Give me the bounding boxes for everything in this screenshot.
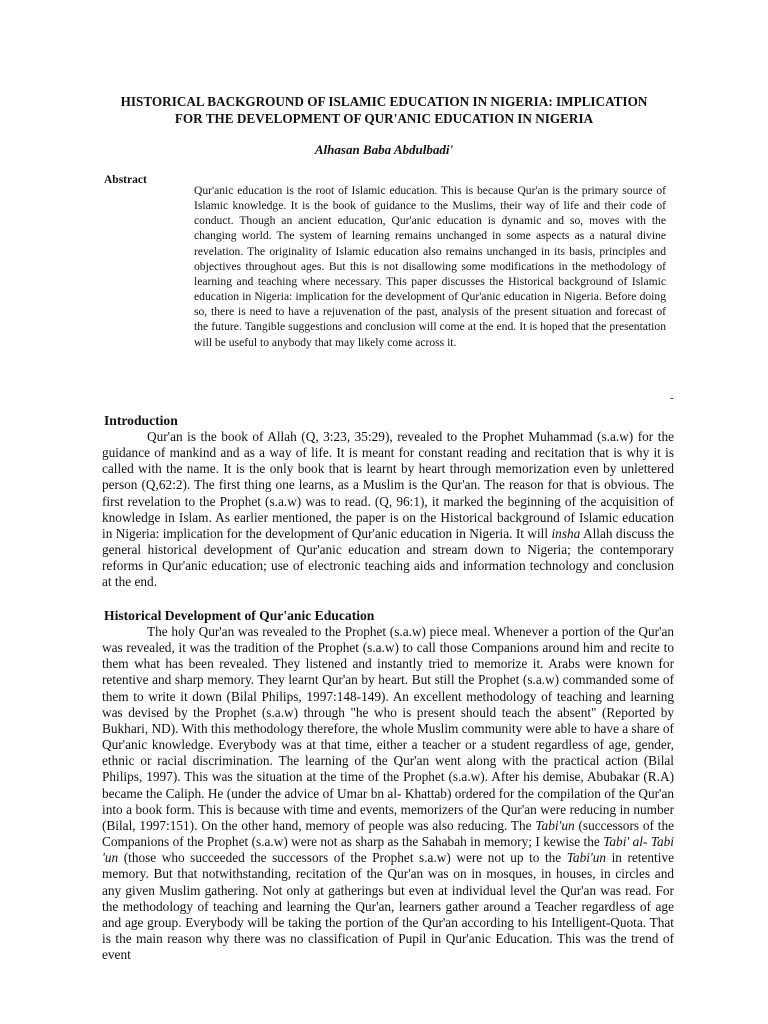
history-text-a: The holy Qur'an was revealed to the Prophet (s.a.w) piece meal. Whenever a portion of the Qur'an was revealed, it was the tradition of the Prophet (s.a.w) to call those Companions around him and recite to them what has been revealed. They listened and instantly tried to memorize it. Arabs were known for retentive and sharp memory. They learnt Qur'an by heart. But still the Prophet (s.a.w) commanded some of them to write it down (Bilal Philips, 1997:148-149). An excellent methodology of teaching and learning was devised by the Prophet (s.a.w) through "he who is present should teach the absent" (Reported by Bukhari, ND). With this methodology therefore, the whole Muslim community were able to have a share of Qur'anic knowledge. Everybody was at that time, either a teacher or a student regardless of age, gender, ethnic or racial discrimination. The learning of the Qur'an went along with the practical action (Bilal Philips, 1997). This was the situation at the time of the Prophet (s.a.w). After his demise, Abubakar (R.A) became the Caliph. He (under the advice of Umar bn al- Khattab) ordered for the compilation of the Qur'an into a book form. This is because with time and events, memorizers of the Qur'an were reducing in number (Bilal, 1997:151). On the other hand, memory of people was also reducing. The: [102, 624, 674, 833]
history-text-d: in retentive memory. But that notwithstanding, recitation of the Qur'an was on in mosques, in houses, in circles and any given Muslim gathering. Not only at gatherings but even at individual level the Qur'an was read. For the methodology of teaching and learning the Qur'an, learners gather around a Teacher regardless of age and age group. Everybody will be taking the portion of the Qur'an according to his Intelligent-Quota. That is the main reason why there was no classification of Pupil in Qur'anic Education. This was the trend of event: [102, 850, 674, 963]
paper-title: [90, 93, 678, 127]
history-section: [102, 624, 674, 963]
history-italic-tabiun-2: Tabi'un: [566, 850, 607, 866]
history-text-c: (those who succeeded the successors of the Prophet s.a.w) were not up to the: [118, 850, 567, 866]
author-name: Alhasan Baba Abdulbadi': [314, 142, 454, 157]
introduction-heading: Introduction: [104, 413, 178, 428]
abstract-text: Qur'anic education is the root of Islamic education. This is because Qur'an is the primary source of Islamic knowledge. It is the book of guidance to the Muslims, their way of life and their code of conduct. Though an ancient education, Qur'anic education is dynamic and so, moves with the changing world. The system of learning remains unchanged in some aspects as a natural divine revelation. The originality of Islamic education also remains unchanged in its basis, principles and objectives throughout ages. But this is not disallowing some modifications in the methodology of learning and teaching where necessary. This paper discusses the Historical background of Islamic education in Nigeria: implication for the development of Qur'anic education in Nigeria. Before doing so, there is need to have a rejuvenation of the past, analysis of the present situation and forecast of the future. Tangible suggestions and conclusion will come at the end. It is hoped that the presentation will be useful to anybody that may likely come across it.: [194, 184, 666, 349]
abstract-label: Abstract: [104, 174, 147, 186]
introduction-section: [102, 429, 674, 591]
history-italic-tabiun: Tabi'un: [535, 817, 575, 833]
history-paragraph: [102, 624, 674, 963]
title-line-1: HISTORICAL BACKGROUND OF ISLAMIC EDUCATION IN NIGERIA: IMPLICATION: [120, 94, 648, 109]
intro-text-a: Qur'an is the book of Allah (Q, 3:23, 35:29), revealed to the Prophet Muhammad (s.a.w) for the guidance of mankind and as a way of life. It is meant for constant reading and recitation that is why it is called with the name. It is the only book that is learnt by heart through memorization even by unlettered person (Q,62:2). The first thing one learns, as a Muslim is the Qur'an. The reason for that is obvious. The first revelation to the Prophet (s.a.w) was to read. (Q, 96:1), it marked the beginning of the acquisition of knowledge in Islam. As earlier mentioned, the paper is on the Historical background of Islamic education in Nigeria: implication for the development of Qur'anic education in Nigeria. It will: [102, 429, 674, 541]
history-italic-tabi-al-tabiun: Tabi' al- Tabi 'un: [102, 834, 674, 866]
introduction-paragraph: [102, 429, 674, 591]
history-text-b: (successors of the Companions of the Prophet (s.a.w) were not as sharp as the Sahabah in memory; I kewise the: [102, 817, 675, 850]
title-line-2: FOR THE DEVELOPMENT OF QUR'ANIC EDUCATION IN NIGERIA: [174, 111, 594, 126]
intro-italic-insha: insha: [551, 525, 581, 541]
abstract-dash: -: [670, 392, 674, 404]
intro-text-b: Allah discuss the general historical development of Qur'anic education and stream down to Nigeria; the contemporary reforms in Qur'anic education; use of electronic teaching aids and information technology and conclusion at the end.: [102, 525, 674, 590]
history-heading: Historical Development of Qur'anic Education: [104, 608, 375, 623]
